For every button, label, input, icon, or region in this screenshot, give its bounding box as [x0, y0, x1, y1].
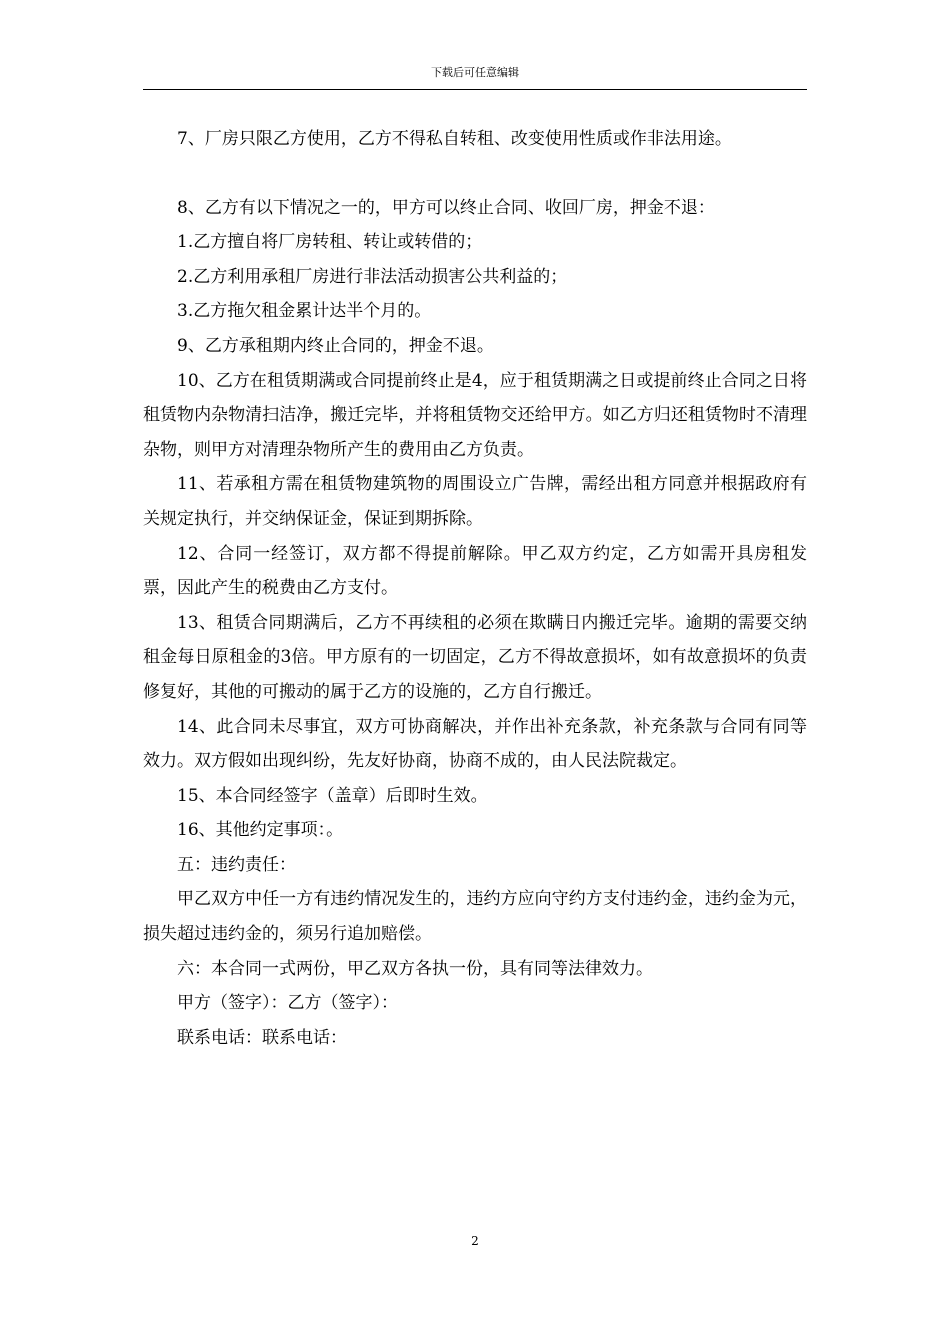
clause-7: 7、厂房只限乙方使用，乙方不得私自转租、改变使用性质或作非法用途。 [177, 129, 732, 149]
clause-8-item-1: 1.乙方擅自将厂房转租、转让或转借的； [177, 232, 483, 253]
clause-11: 11、若承租方需在租赁物建筑物的周围设立广告牌，需经出租方同意并根据政府有关规定执行，并交纳保证金，保证到期拆除。 [143, 474, 807, 529]
section-5-text: 甲乙双方中任一方有违约情况发生的，违约方应向守约方支付违约金，违约金为元，损失超过违约金的，须另行追加赔偿。 [143, 889, 807, 945]
contact-line: 联系电话：联系电话： [177, 1027, 347, 1048]
page-header: 下载后可任意编辑 [431, 66, 519, 79]
clause-8-item-2: 2.乙方利用承租厂房进行非法活动损害公共利益的； [177, 266, 568, 287]
clause-8-item-3: 3.乙方拖欠租金累计达半个月的。 [177, 301, 432, 322]
clause-12: 12、合同一经签订，双方都不得提前解除。甲乙双方约定，乙方如需开具房租发票，因此产生的税费由乙方支付。 [143, 543, 807, 599]
clause-13: 13、租赁合同期满后，乙方不再续租的必须在欺瞒日内搬迁完毕。逾期的需要交纳租金每日原租金的3倍。甲方原有的一切固定，乙方不得故意损坏，如有故意损坏的负责修复好，其他的可搬动的属于乙方的设施的，乙方自行搬迁。 [143, 612, 807, 702]
signature-line: 甲方（签字）：乙方（签字）： [177, 993, 398, 1014]
clause-10: 10、乙方在租赁期满或合同提前终止是4，应于租赁期满之日或提前终止合同之日将租赁物内杂物清扫洁净，搬迁完毕，并将租赁物交还给甲方。如乙方归还租赁物时不清理杂物，则甲方对清理杂物所产生的费用由乙方负责。 [143, 370, 807, 460]
clause-9: 9、乙方承租期内终止合同的，押金不退。 [177, 335, 494, 356]
paragraph-gap [143, 157, 807, 191]
header-rule [143, 89, 807, 90]
clause-16: 16、其他约定事项：。 [177, 820, 344, 841]
clause-14: 14、此合同未尽事宜，双方可协商解决，并作出补充条款，补充条款与合同有同等效力。双方假如出现纠纷，先友好协商，协商不成的，由人民法院裁定。 [143, 716, 807, 772]
section-6-text: 六：本合同一式两份，甲乙双方各执一份，具有同等法律效力。 [177, 958, 653, 979]
clause-15: 15、本合同经签字（盖章）后即时生效。 [177, 785, 488, 806]
section-5-heading: 五：违约责任： [177, 854, 296, 875]
clause-8: 8、乙方有以下情况之一的，甲方可以终止合同、收回厂房，押金不退： [177, 197, 715, 218]
document-body [143, 122, 807, 1055]
page-number: 2 [471, 1234, 479, 1248]
